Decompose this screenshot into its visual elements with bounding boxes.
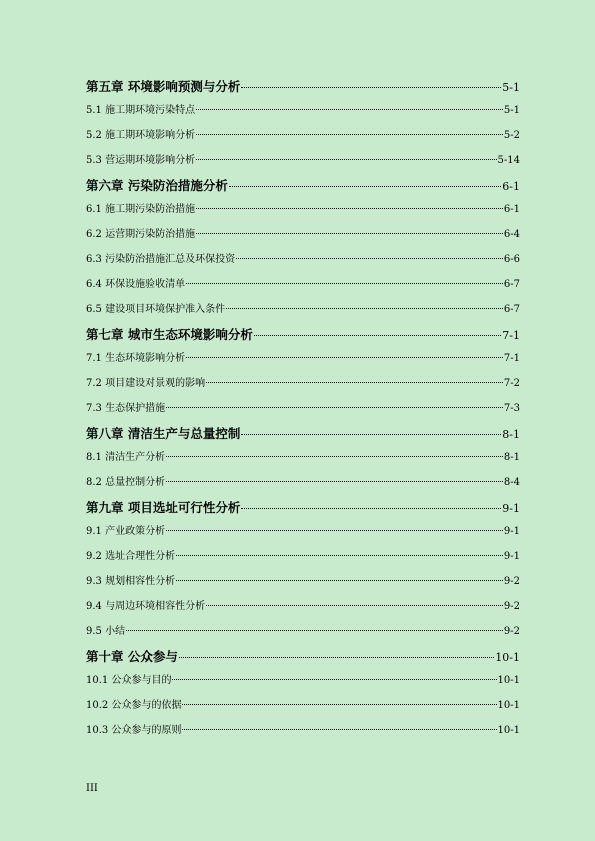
toc-entry-title: 9.3 规划相容性分析 [86, 576, 176, 587]
toc-section-6-2[interactable] [86, 225, 520, 250]
toc-section-5-1[interactable] [86, 101, 520, 126]
toc-section-6-5[interactable] [86, 300, 520, 325]
table-of-contents [86, 77, 520, 746]
dot-leader [182, 729, 496, 730]
toc-entry-title: 9.5 小结 [86, 626, 126, 637]
toc-entry-title: 7.1 生态环境影响分析 [86, 353, 186, 364]
toc-entry-page: 7-1 [502, 329, 520, 342]
dot-leader [166, 456, 503, 457]
toc-entry-page: 6-1 [502, 180, 520, 193]
dot-leader [241, 87, 501, 88]
toc-entry-page: 5-14 [497, 155, 520, 166]
toc-entry-title: 第七章 城市生态环境影响分析 [86, 327, 253, 342]
toc-section-9-3[interactable] [86, 572, 520, 597]
dot-leader [176, 580, 503, 581]
toc-entry-page: 9-2 [503, 601, 520, 612]
toc-entry-title: 5.1 施工期环境污染特点 [86, 105, 196, 116]
toc-section-5-3[interactable] [86, 151, 520, 176]
toc-section-8-1[interactable] [86, 448, 520, 473]
dot-leader [226, 308, 503, 309]
dot-leader [196, 134, 503, 135]
toc-entry-title: 第六章 污染防治措施分析 [86, 178, 228, 193]
toc-entry-title: 9.4 与周边环境相容性分析 [86, 601, 206, 612]
page-number: III [86, 783, 98, 794]
dot-leader [229, 186, 501, 187]
toc-entry-title: 第十章 公众参与 [86, 649, 178, 664]
dot-leader [186, 283, 503, 284]
dot-leader [166, 481, 503, 482]
toc-entry-page: 6-6 [503, 254, 520, 265]
toc-section-10-3[interactable] [86, 721, 520, 746]
dot-leader [166, 407, 503, 408]
dot-leader [196, 159, 496, 160]
toc-entry-page: 5-1 [503, 105, 520, 116]
dot-leader [241, 434, 501, 435]
toc-entry-title: 6.1 施工期污染防治措施 [86, 204, 196, 215]
toc-entry-page: 8-4 [503, 477, 520, 488]
toc-entry-title: 5.3 营运期环境影响分析 [86, 155, 196, 166]
toc-entry-page: 5-2 [503, 130, 520, 141]
toc-entry-title: 7.3 生态保护措施 [86, 403, 166, 414]
toc-chapter-6[interactable] [86, 176, 520, 200]
toc-entry-page: 10-1 [495, 651, 520, 664]
toc-entry-page: 6-4 [503, 229, 520, 240]
toc-section-8-2[interactable] [86, 473, 520, 498]
dot-leader [172, 679, 496, 680]
toc-entry-title: 10.2 公众参与的依据 [86, 700, 182, 711]
toc-section-6-1[interactable] [86, 200, 520, 225]
toc-entry-page: 6-7 [503, 279, 520, 290]
toc-entry-title: 10.3 公众参与的原则 [86, 725, 182, 736]
dot-leader [126, 630, 503, 631]
toc-section-9-4[interactable] [86, 597, 520, 622]
dot-leader [236, 258, 503, 259]
dot-leader [196, 109, 503, 110]
toc-entry-title: 第五章 环境影响预测与分析 [86, 79, 241, 94]
toc-chapter-10[interactable] [86, 647, 520, 671]
dot-leader [176, 555, 503, 556]
toc-section-7-3[interactable] [86, 399, 520, 424]
toc-entry-page: 8-1 [502, 428, 520, 441]
toc-section-9-2[interactable] [86, 547, 520, 572]
toc-entry-title: 6.5 建设项目环境保护准入条件 [86, 304, 226, 315]
toc-entry-title: 9.1 产业政策分析 [86, 526, 166, 537]
toc-chapter-7[interactable] [86, 325, 520, 349]
dot-leader [206, 605, 503, 606]
toc-entry-title: 第九章 项目选址可行性分析 [86, 500, 241, 515]
dot-leader [206, 382, 503, 383]
toc-entry-page: 9-1 [503, 551, 520, 562]
toc-entry-title: 5.2 施工期环境影响分析 [86, 130, 196, 141]
toc-entry-page: 10-1 [497, 675, 520, 686]
toc-entry-title: 6.3 污染防治措施汇总及环保投资 [86, 254, 236, 265]
toc-entry-title: 6.2 运营期污染防治措施 [86, 229, 196, 240]
toc-entry-title: 9.2 选址合理性分析 [86, 551, 176, 562]
toc-section-10-1[interactable] [86, 671, 520, 696]
toc-section-9-1[interactable] [86, 522, 520, 547]
dot-leader [179, 657, 494, 658]
dot-leader [241, 508, 501, 509]
dot-leader [182, 704, 496, 705]
toc-entry-title: 6.4 环保设施验收清单 [86, 279, 186, 290]
toc-entry-page: 8-1 [503, 452, 520, 463]
toc-section-6-3[interactable] [86, 250, 520, 275]
toc-section-9-5[interactable] [86, 622, 520, 647]
toc-entry-title: 8.1 清洁生产分析 [86, 452, 166, 463]
toc-entry-page: 9-2 [503, 626, 520, 637]
toc-entry-page: 7-3 [503, 403, 520, 414]
toc-chapter-5[interactable] [86, 77, 520, 101]
toc-section-7-2[interactable] [86, 374, 520, 399]
toc-section-10-2[interactable] [86, 696, 520, 721]
toc-chapter-9[interactable] [86, 498, 520, 522]
toc-entry-page: 7-1 [503, 353, 520, 364]
toc-entry-page: 10-1 [497, 725, 520, 736]
toc-entry-page: 9-1 [503, 526, 520, 537]
dot-leader [196, 233, 503, 234]
toc-entry-page: 5-1 [502, 81, 520, 94]
dot-leader [166, 530, 503, 531]
dot-leader [196, 208, 503, 209]
toc-chapter-8[interactable] [86, 424, 520, 448]
toc-entry-title: 第八章 清洁生产与总量控制 [86, 426, 241, 441]
dot-leader [186, 357, 503, 358]
toc-section-6-4[interactable] [86, 275, 520, 300]
toc-entry-page: 10-1 [497, 700, 520, 711]
toc-entry-page: 6-1 [503, 204, 520, 215]
toc-section-7-1[interactable] [86, 349, 520, 374]
toc-entry-title: 8.2 总量控制分析 [86, 477, 166, 488]
toc-entry-page: 9-2 [503, 576, 520, 587]
toc-section-5-2[interactable] [86, 126, 520, 151]
toc-entry-title: 10.1 公众参与目的 [86, 675, 172, 686]
toc-entry-title: 7.2 项目建设对景观的影响 [86, 378, 206, 389]
toc-entry-page: 7-2 [503, 378, 520, 389]
dot-leader [254, 335, 501, 336]
toc-entry-page: 9-1 [502, 502, 520, 515]
toc-entry-page: 6-7 [503, 304, 520, 315]
